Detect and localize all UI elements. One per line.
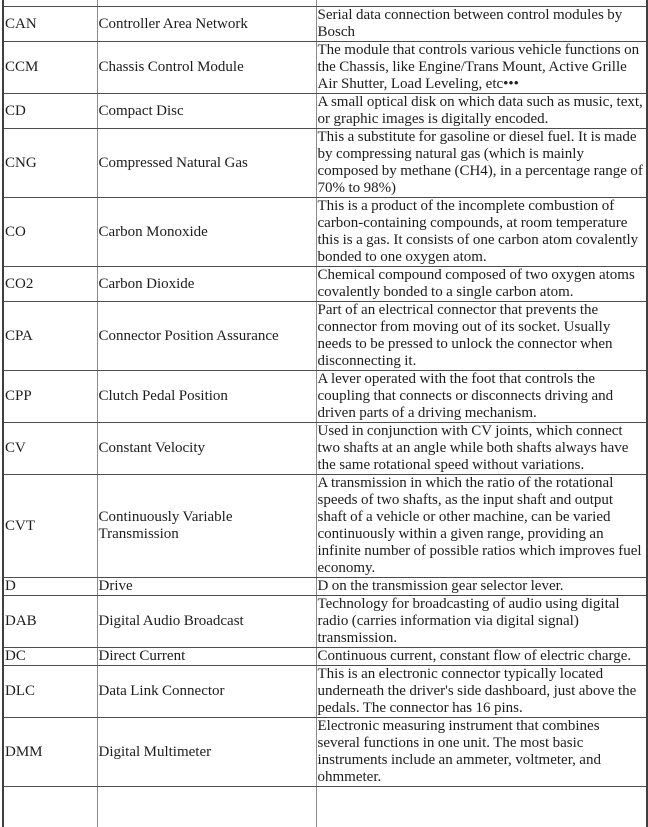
table-row: [3, 666, 647, 718]
cell-name: Continuously Variable Transmission: [97, 475, 316, 578]
table-row: [3, 596, 647, 648]
cell-description: [316, 787, 647, 827]
table-row: [3, 7, 647, 42]
cell-name: Digital Multimeter: [97, 718, 316, 787]
cell-acronym: DAB: [3, 596, 97, 648]
partial-row-bottom: [3, 787, 647, 827]
cell-description: D on the transmission gear selector lever.: [316, 578, 647, 596]
cell-description: This is an electronic connector typically located underneath the driver's side dashboard, just above the pedals. The connector has 16 pins.: [316, 666, 647, 718]
cell-name: Direct Current: [97, 648, 316, 666]
acronym-glossary-table: [2, 0, 648, 827]
cell-acronym: CNG: [3, 129, 97, 198]
cell-description: Continuous current, constant flow of electric charge.: [316, 648, 647, 666]
cell-acronym: CO: [3, 198, 97, 267]
glossary-table-container: [2, 0, 646, 827]
cell-description: This is a product of the incomplete combustion of carbon-containing compounds, at room temperature this is a gas. It consists of one carbon atom covalently bonded to one oxygen atom.: [316, 198, 647, 267]
cell-name: Data Link Connector: [97, 666, 316, 718]
cell-acronym: CPA: [3, 302, 97, 371]
table-row: [3, 267, 647, 302]
cell-name: [97, 787, 316, 827]
cell-description: A small optical disk on which data such as music, text, or graphic images is digitally encoded.: [316, 94, 647, 129]
cell-name: Controller Area Network: [97, 7, 316, 42]
table-row: [3, 475, 647, 578]
cell-name: Connector Position Assurance: [97, 302, 316, 371]
cell-acronym: CO2: [3, 267, 97, 302]
cell-name: Constant Velocity: [97, 423, 316, 475]
cell-description: The module that controls various vehicle functions on the Chassis, like Engine/Trans Mount, Active Grille Air Shutter, Load Leveling, etc•••: [316, 42, 647, 94]
table-row: [3, 423, 647, 475]
cell-description: Part of an electrical connector that prevents the connector from moving out of its socket. Usually needs to be pressed to unlock the connector when disconnecting it.: [316, 302, 647, 371]
cell-acronym: DMM: [3, 718, 97, 787]
cell-acronym: D: [3, 578, 97, 596]
cell-description: Used in conjunction with CV joints, which connect two shafts at an angle while both shafts always have the same rotational speed without variations.: [316, 423, 647, 475]
table-row: [3, 94, 647, 129]
cell-acronym: CV: [3, 423, 97, 475]
cell-description: A lever operated with the foot that controls the coupling that connects or disconnects driving and driven parts of a driving mechanism.: [316, 371, 647, 423]
cell-acronym: [3, 787, 97, 827]
cell-description: A transmission in which the ratio of the rotational speeds of two shafts, as the input shaft and output shaft of a vehicle or other machine, can be varied continuously within a given range, providing an infinite number of possible ratios which improves fuel economy.: [316, 475, 647, 578]
cell-acronym: CVT: [3, 475, 97, 578]
cell-acronym: DLC: [3, 666, 97, 718]
cell-name: Carbon Dioxide: [97, 267, 316, 302]
table-row: [3, 371, 647, 423]
cell-acronym: CCM: [3, 42, 97, 94]
cell-description: This a substitute for gasoline or diesel fuel. It is made by compressing natural gas (which is mainly composed by methane (CH4), in a percentage range of 70% to 98%): [316, 129, 647, 198]
cell-name: Digital Audio Broadcast: [97, 596, 316, 648]
cell-acronym: DC: [3, 648, 97, 666]
cell-description: Technology for broadcasting of audio using digital radio (carries information via digital signal) transmission.: [316, 596, 647, 648]
cell-name: Chassis Control Module: [97, 42, 316, 94]
cell-acronym: CPP: [3, 371, 97, 423]
cell-description: Electronic measuring instrument that combines several functions in one unit. The most basic instruments include an ammeter, voltmeter, and ohmmeter.: [316, 718, 647, 787]
table-row: [3, 718, 647, 787]
cell-name: Carbon Monoxide: [97, 198, 316, 267]
cell-description: Serial data connection between control modules by Bosch: [316, 7, 647, 42]
table-row: [3, 42, 647, 94]
acronym-table-body: [3, 0, 647, 827]
cell-description: Chemical compound composed of two oxygen atoms covalently bonded to a single carbon atom.: [316, 267, 647, 302]
cell-acronym: CAN: [3, 7, 97, 42]
table-row: [3, 648, 647, 666]
cell-name: Clutch Pedal Position: [97, 371, 316, 423]
table-row: [3, 198, 647, 267]
table-row: [3, 578, 647, 596]
cell-name: Drive: [97, 578, 316, 596]
table-row: [3, 302, 647, 371]
cell-name: Compact Disc: [97, 94, 316, 129]
table-row: [3, 129, 647, 198]
cell-acronym: CD: [3, 94, 97, 129]
cell-name: Compressed Natural Gas: [97, 129, 316, 198]
